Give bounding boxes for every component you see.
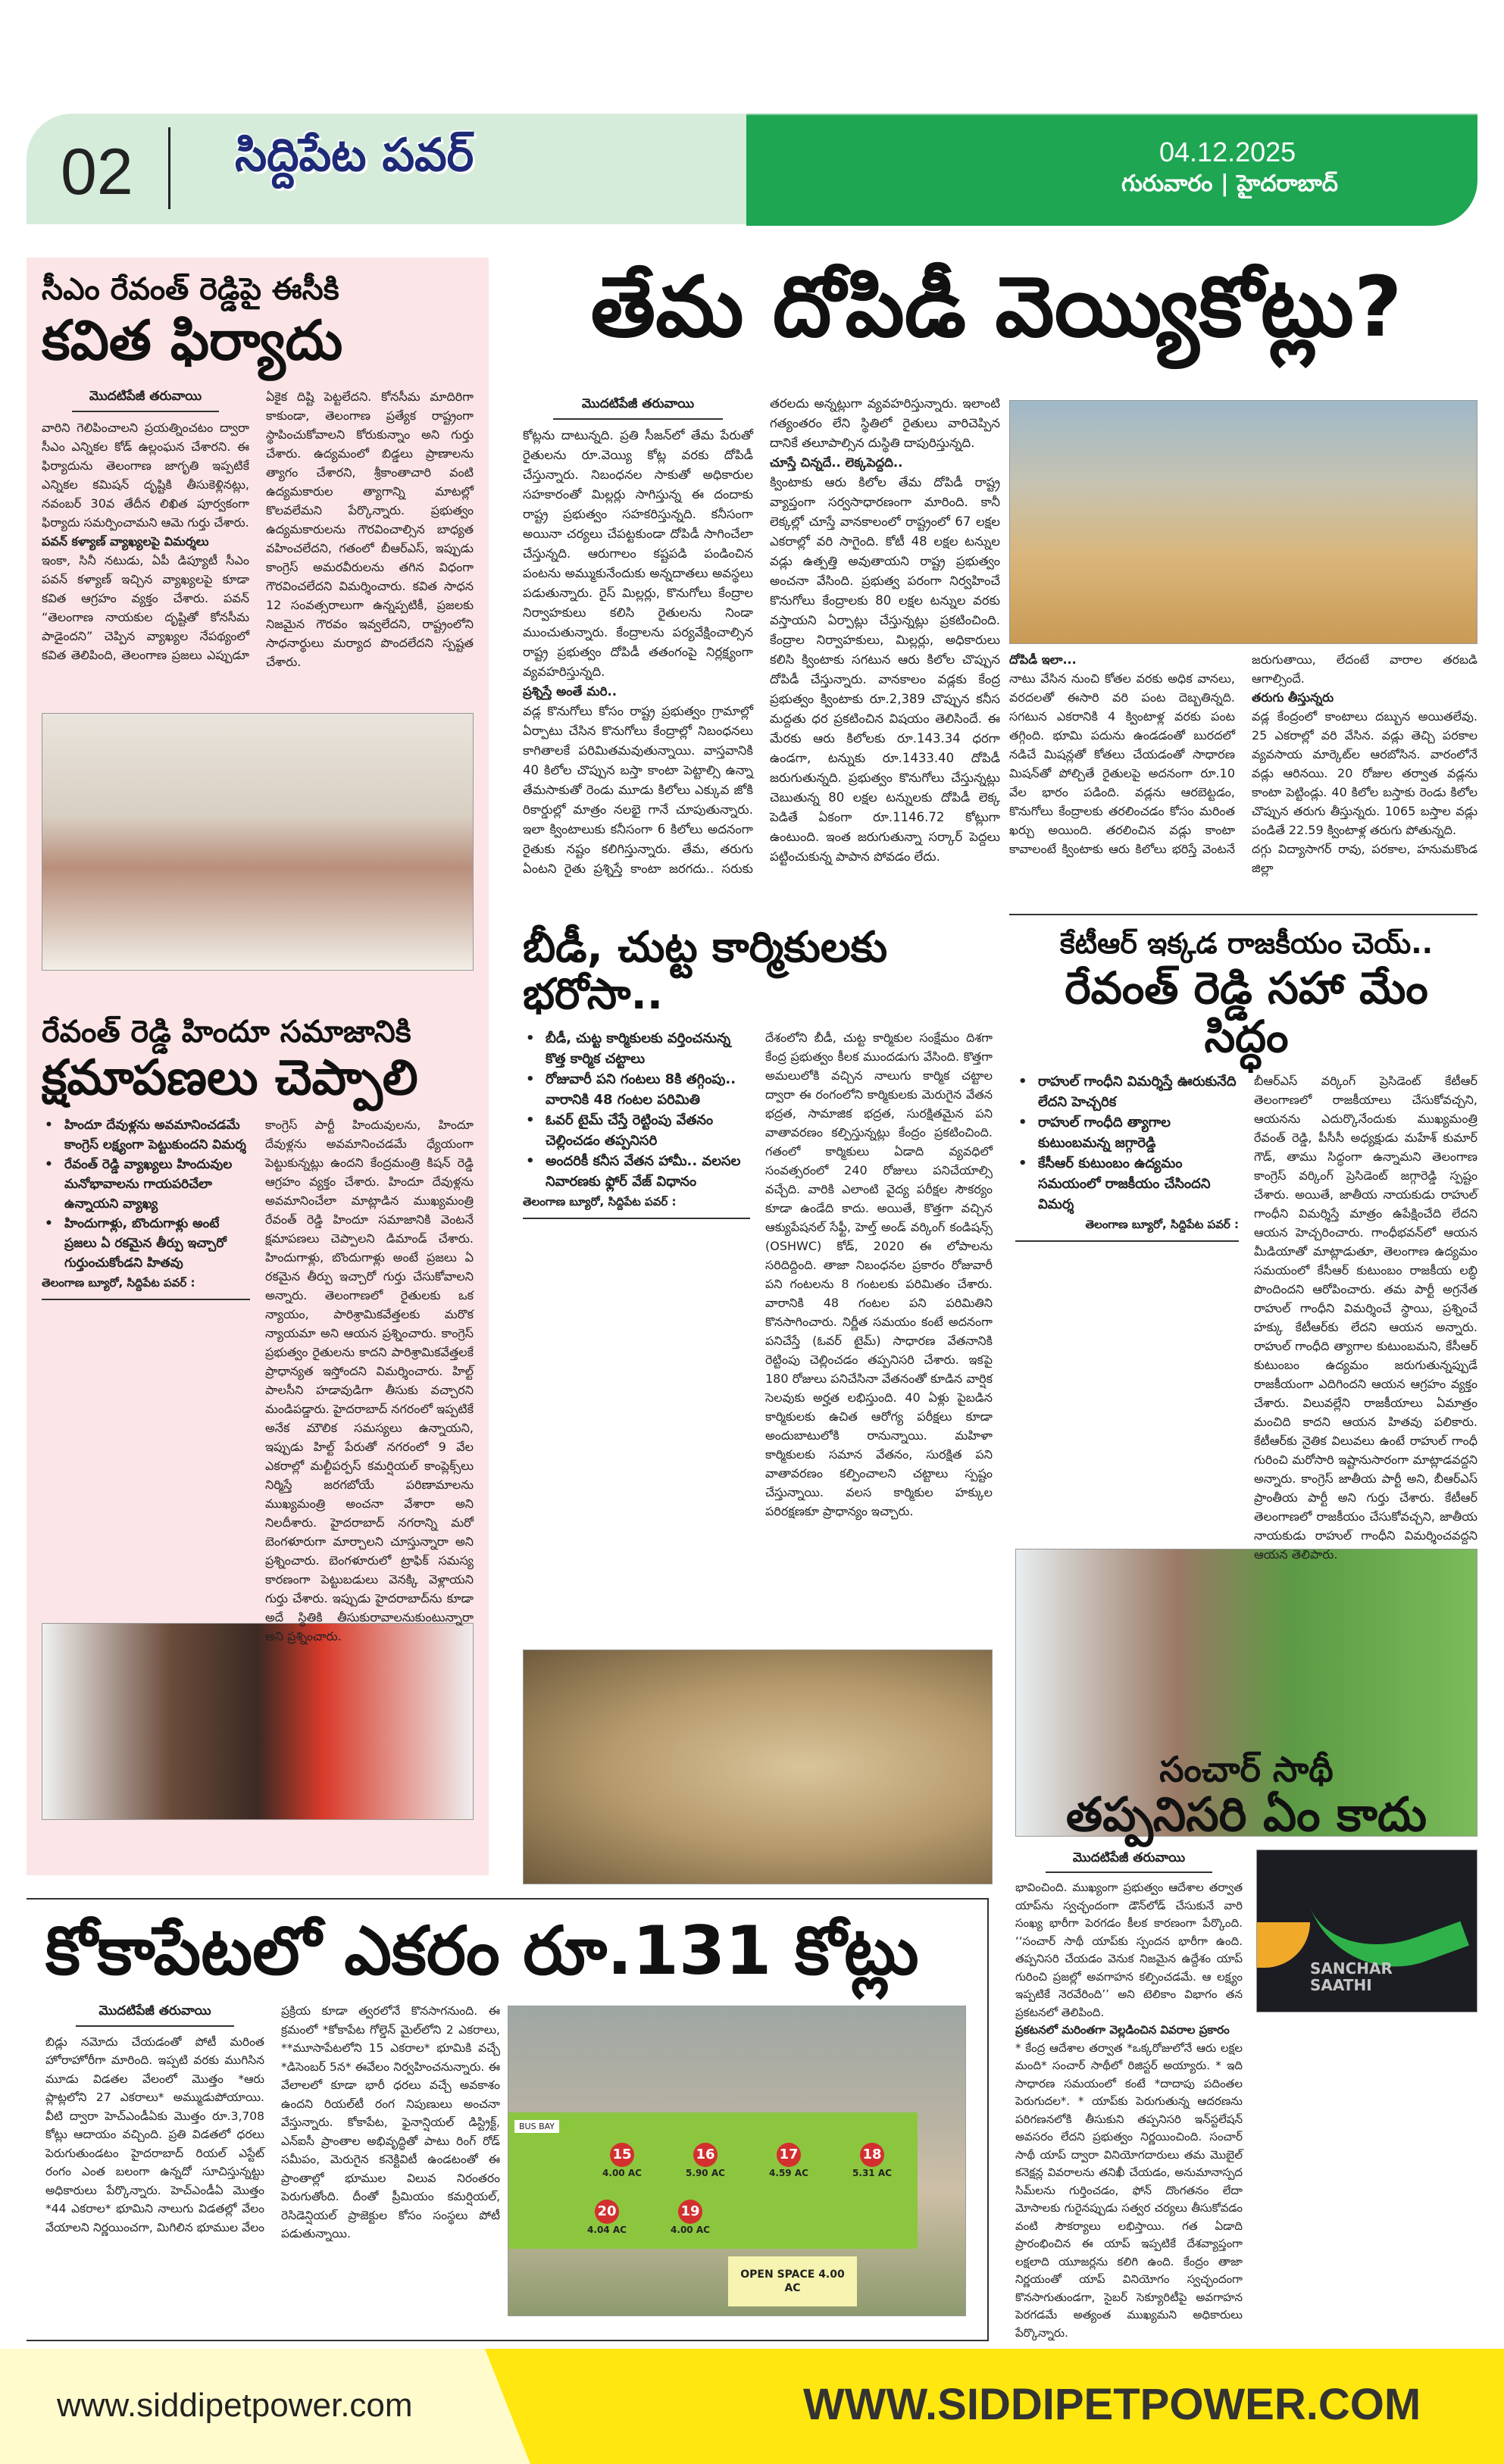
photo-kavitha-press-meet — [42, 713, 474, 971]
highlight-item: • రాహుల్ గాంధీని విమర్శిస్తే ఊరుకునేది లేదని హెచ్చరిక — [1015, 1071, 1239, 1112]
highlight-item: • హిందుగాళ్లు, బొందుగాళ్లు అంటే ప్రజలు ఏ రకమైన తీర్పు ఇచ్చారో గుర్తుంచుకోండని హితవు — [42, 1214, 250, 1273]
article-kicker: కేటీఆర్ ఇక్కడ రాజకీయం చెయ్.. — [1059, 927, 1434, 960]
photo-kishan-reddy — [42, 1623, 474, 1820]
subheading: చూస్తే చిన్నదే.. లెక్కపెద్దది.. — [770, 455, 903, 470]
plot-area-label: 4.00 AC — [671, 2225, 710, 2235]
plot-area-label: 4.00 AC — [602, 2168, 642, 2178]
article-sanchar-saathi — [1015, 1749, 1477, 2340]
highlight-item: • హిందూ దేవుళ్లను అవమానించడమే కాంగ్రెస్ లక్ష్యంగా పెట్టుకుందని విమర్శ — [42, 1115, 250, 1155]
highlight-item: • రాహుల్ గాంధీది త్యాగాల కుటుంబమన్న జగ్గారెడ్డి — [1015, 1112, 1239, 1153]
plot-marker-19 — [660, 2200, 721, 2236]
farmer-quote-attribution: దగ్గు విద్యాసాగర్ రావు, పరకాల, హనుమకొండ జిల్లా — [1252, 842, 1477, 875]
sanchar-saathi-logo-image — [1256, 1850, 1477, 2012]
article-body: బీఆర్ఎస్ వర్కింగ్ ప్రెసిడెంట్ కేటీఆర్ తెలంగాణలో రాజకీయాలు చేసుకోవచ్చని, ఆయనను ఎదుర్కొనేందుకు ముఖ్యమంత్రి రేవంత్ రెడ్డి, పీసీసీ అధ్యక్షుడు మహేశ్ కుమార్ గౌడ్, తాము సిద్ధంగా ఉన్నామని తెలంగాణ కాంగ్రెస్ వర్కింగ్ ప్రెసిడెంట్ జగ్గారెడ్డి స్పష్టం చేశారు. అయితే, జాతీయ నాయకుడు రాహుల్ గాంధీని విమర్శిస్తే మాత్రం ఉపేక్షించేది లేదని ఆయన హెచ్చరించారు. గాంధీభవన్‌లో ఆయన మీడియాతో మాట్లాడుతూ, తెలంగాణ ఉద్యమం సమయంలో కేసీఆర్ కుటుంబం రాజకీయ లబ్ధి పొందిందని ఆరోపించారు. తమ పార్టీ అగ్రనేత రాహుల్ గాంధీని విమర్శించే స్థాయి, ప్రశ్నించే హక్కు కేటీఆర్‌కు లేదని ఆయన అన్నారు. రాహుల్ గాంధీది త్యాగాల కుటుంబమని, కేసీఆర్ కుటుంబం ఉద్యమం జరుగుతున్నప్పుడే రాజకీయంగా ఎదిగిందని ఆయన ఆగ్రహం వ్యక్తం చేశారు. విలువల్లేని రాజకీయాలు ఏమాత్రం మంచిది కాదని ఆయన హితవు పలికారు. కేటీఆర్‌కు నైతిక విలువలు ఉంటే రాహుల్ గాంధీ గురించి మరోసారి ఇష్టానుసారంగా మాట్లాడవద్దని అన్నారు. కాంగ్రెస్ జాతీయ పార్టీ అని, బీఆర్ఎస్ ప్రాంతీయ పార్టీ అని గుర్తు చేశారు. కేటీఆర్ తెలంగాణలో రాజకీయం చేసుకోవచ్చని, జాతీయ నాయకుడు రాహుల్ గాంధీని విమర్శించవద్దని ఆయన తెలిపారు. — [1254, 1074, 1477, 1562]
highlight-list — [1015, 1071, 1239, 1215]
plot-marker-18 — [842, 2143, 902, 2179]
header-right-band — [746, 114, 1477, 226]
article-headline: రేవంత్ రెడ్డి సహా మేం సిద్ధం — [1065, 962, 1428, 1062]
open-space-label: OPEN SPACE 4.00 AC — [728, 2256, 857, 2306]
thema-body-continued — [1009, 650, 1477, 908]
photo-bidi-rolling — [523, 1649, 993, 1884]
subheading: పవన్ కళ్యాణ్ వ్యాఖ్యలపై విమర్శలు — [42, 534, 209, 549]
plot-number: 20 — [595, 2200, 619, 2224]
divider — [1009, 914, 1477, 915]
paragraph: వడ్ల కేంద్రంలో కాంటాలు దబ్బున అయితలేవు. 25 ఎకరాల్లో వరి వేసిన. వడ్లు తెచ్చి పరకాల వ్యవసాయ మార్కెట్‌ల ఆరబోసిన. వారంలోనే వడ్లు ఆరినయి. 20 రోజుల తర్వాత వడ్లను కాంటా పెట్టిండ్లు. 40 కిలోల బస్తాకు రెండు కిలోల చొప్పున తరుగు తీస్తున్నరు. 1065 బస్తాల వడ్లు పండితే 22.59 క్వింటాళ్ల తరుగు పోతున్నది. — [1252, 709, 1477, 837]
bus-bay-label: BUS BAY — [514, 2120, 559, 2133]
subheading: ప్రకటనలో మరింతగా వెల్లడించిన వివరాల ప్రకారం — [1015, 2023, 1230, 2037]
article-body — [1015, 1850, 1243, 2340]
plot-number: 16 — [693, 2143, 718, 2167]
highlight-item: • రోజువారీ పని గంటలు 8కి తగ్గింపు.. వారానికి 48 గంటల పరిమితి — [523, 1069, 750, 1110]
plot-area-label: 5.31 AC — [852, 2168, 892, 2178]
paragraph: * కేంద్ర ఆదేశాల తర్వాత *ఒక్కరోజులోనే ఆరు లక్షల మంది* సంచార్ సాథీలో రిజిస్టర్ అయ్యారు. * ఇది సాధారణ సమయంలో కంటే *దాదాపు పదింతల పెరుగుదల*. * యాప్‌కు పెరుగుతున్న ఆదరణను పరిగణనలోకి తీసుకుని తప్పనిసరి ఇన్‌స్టలేషన్ అవసరం లేదని ప్రభుత్వం నిర్ణయించింది. సంచార్ సాథీ యాప్ ద్వారా వినియోగదారులు తమ మొబైల్ కనెక్షన్ల వివరాలను తనిఖీ చేయడం, అనుమానాస్పద సిమ్‌లను గుర్తించడం, ఫోన్ దొంగతనం లేదా మోసాలకు గురైనప్పుడు సత్వర చర్యలు తీసుకోవడం వంటి సౌకర్యాలు లభిస్తాయి. గత ఏడాది ప్రారంభించిన ఈ యాప్ ఇప్పటికే దేశవ్యాప్తంగా లక్షలాది యూజర్లను కలిగి ఉంది. కేంద్రం తాజా నిర్ణయంతో యాప్ వినియోగం స్వచ్ఛందంగా కొనసాగుతుండగా, సైబర్ సెక్యూరిటీపై అవగాహన పెరగడమే అత్యంత ముఖ్యమని అధికారులు పేర్కొన్నారు. — [1015, 2040, 1243, 2340]
article-headline: కోకాపేటలో ఎకరం రూ.131 కోట్లు — [45, 1912, 919, 1990]
article-bidi-workers — [523, 924, 993, 1884]
issue-day-city: గురువారం | హైదరాబాద్ — [1121, 170, 1338, 197]
main-headline: తేమ దోపిడీ వెయ్యికోట్లు? — [590, 258, 1402, 355]
paragraph: కోట్లను దాటున్నది. ప్రతి సీజన్‌లో తేమ పేరుతో రైతులను రూ.వెయ్యి కోట్ల వరకు దోపిడీ చేస్తున్నారు. నిబంధనల సాకుతో అధికారుల సహకారంతో మిల్లర్లు సాగిస్తున్న ఈ దందాకు రాష్ట్ర ప్రభుత్వం సహకరిస్తున్నది. కనీసంగా అయినా చర్యలు చేపట్టకుండా దోపిడీ సాగించేలా చేస్తున్నది. ఆరుగాలం కష్టపడి పండించిన పంటను అమ్ముకునేందుకు అన్నదాతలు అవస్థలు పడుతున్నారు. రైస్ మిల్లర్లు, కొనుగోలు కేంద్రాల నిర్వాహకులు కలిసి రైతులను నిండా ముంచుతున్నారు. కేంద్రాలను పర్యవేక్షించాల్సిన రాష్ట్ర ప్రభుత్వం దోపిడీ తతంగంపై నిర్లక్ష్యంగా వ్యవహరిస్తున్నది. — [523, 428, 753, 679]
paragraph: బిడ్లు నమోదు చేయడంతో పోటీ మరింత హోరాహోరీగా మారింది. ఇప్పటి వరకు ముగిసిన మూడు విడతల వేలంలో మొత్తం *ఆరు ప్లాట్లలోని 27 ఎకరాలు* అమ్ముడుపోయాయి. వీటి ద్వారా హెచ్ఎండీఏకు మొత్తం రూ.3,708 కోట్లు ఆదాయం వచ్చింది. ప్రతి విడతలో ధరలు పెరుగుతుండటం హైదరాబాద్ రియల్ ఎస్టేట్ రంగం ఎంత బలంగా ఉన్నదో సూచిస్తున్నట్టు అధికారులు పేర్కొన్నారు. హెచ్ఎండీఏ మొత్తం *44 ఎకరాల* భూమిని నాలుగు విడతల్లో వేలం వేయాలని నిర్ణయించగా, మిగిలిన భూముల వేలం ప్రక్రియ కూడా త్వరలోనే కొనసాగనుంది. ఈ క్రమంలో *కోకాపేట గోల్డెన్ మైల్‌లోని 2 ఎకరాలు, **మూసాపేటలోని 15 ఎకరాల* భూమికి వచ్చే *డిసెంబర్ 5న* ఈవేలం నిర్వహించనున్నారు. ఈ వేలాలలో కూడా భారీ ధరలు వచ్చే అవకాశం ఉందని రియల్‌టీ రంగ నిపుణులు అంచనా వేస్తున్నారు. కోకాపేట, ఫైనాన్షియల్ డిస్ట్రిక్ట్, ఎన్ఐసీ ప్రాంతాల అభివృద్ధితో పాటు రింగ్ రోడ్ సమీపం, మెరుగైన కనెక్టివిటీ ఉండటంతో ఈ ప్రాంతాల్లో భూముల విలువ నిరంతరం పెరుగుతోంది. దీంతో ప్రీమియం కమర్షియల్, రెసిడెన్షియల్ ప్రాజెక్టుల కోసం సంస్థలు పోటీ పడుతున్నాయి. — [45, 2004, 500, 2240]
byline: తెలంగాణ బ్యూరో, సిద్దిపేట పవర్ : — [42, 1273, 250, 1300]
plot-area-label: 4.04 AC — [587, 2225, 627, 2235]
plot-number: 18 — [860, 2143, 884, 2167]
plot-marker-15 — [592, 2143, 652, 2179]
subheading: ప్రశ్నిస్తే అంతే మరి.. — [523, 684, 618, 699]
article-headline: క్షమాపణలు చెప్పాలి — [42, 1050, 418, 1106]
article-kicker: రేవంత్ రెడ్డి హిందూ సమాజానికి — [42, 1015, 411, 1049]
subheading: తరుగు తీస్తున్నరు — [1252, 690, 1334, 705]
article-kishan-reddy — [42, 1015, 474, 1820]
byline: తెలంగాణ బ్యూరో, సిద్దిపేట పవర్ : — [523, 1192, 750, 1219]
website-link[interactable]: www.siddipetpower.com — [57, 2387, 413, 2424]
article-body: కాంగ్రెస్ పార్టీ హిందువులను, హిందూ దేవుళ్లను అవమానించడమే ధ్యేయంగా పెట్టుకున్నట్లు ఉందని కేంద్రమంత్రి కిషన్ రెడ్డి ఆగ్రహం వ్యక్తం చేశారు. హిందూ దేవుళ్లను అవమానించేలా మాట్లాడిన ముఖ్యమంత్రి రేవంత్ రెడ్డి హిందూ సమాజానికి వెంటనే క్షమాపణలు చెప్పాలని డిమాండ్ చేశారు. హిందుగాళ్లు, బొందుగాళ్లు అంటే ప్రజలు ఏ రకమైన తీర్పు ఇచ్చారో గుర్తు చేసుకోవాలని అన్నారు. తెలంగాణలో రైతులకు ఒక న్యాయం, పారిశ్రామికవేత్తలకు మరొక న్యాయమా అని ఆయన ప్రశ్నించారు. కాంగ్రెస్ ప్రభుత్వం రైతులను కాదని పారిశ్రామికవేత్తలకే ప్రాధాన్యత ఇస్తోందని విమర్శించారు. హిల్ట్ పాలసీని హడావుడిగా తీసుకు వచ్చారని మండిపడ్డారు. హైదరాబాద్ నగరంలో ఇప్పటికే అనేక మౌలిక సమస్యలు ఉన్నాయని, ఇప్పుడు హిల్ట్ పేరుతో నగరంలో 9 వేల ఎకరాల్లో మల్టీపర్పస్ కమర్షియల్ కాంప్లెక్స్‌లు నిర్మిస్తే జరగబోయే పరిణామాలను ముఖ్యమంత్రి అంచనా వేశారా అని నిలదీశారు. హైదరాబాద్ నగరాన్ని మరో బెంగళూరుగా మార్చాలని చూస్తున్నారా అని ప్రశ్నించారు. బెంగళూరులో ట్రాఫిక్ సమస్య కారణంగా పెట్టుబడులు వెనక్కి వెళ్లాయని గుర్తు చేశారు. ఇప్పుడు హైదరాబాద్‌ను కూడా అదే స్థితికి తీసుకురావాలనుకుంటున్నారా అని ప్రశ్నించారు. — [265, 1118, 474, 1644]
article-kokapet — [27, 1898, 989, 2341]
article-body — [42, 387, 474, 705]
article-kicker: సీఎం రేవంత్ రెడ్డిపై ఈసీకి — [42, 272, 339, 307]
article-kicker: సంచార్ సాథీ — [1159, 1749, 1334, 1790]
highlight-item: • అందరికీ కనీస వేతన హామీ.. వలసల నివారణకు ఫ్లోర్ వేజ్ విధానం — [523, 1151, 750, 1192]
page-number: 02 — [61, 136, 133, 208]
highlight-item: • బీడీ, చుట్ట కార్మికులకు వర్తించనున్న కొత్త కార్మిక చట్టాలు — [523, 1028, 750, 1069]
highlight-item: • కేసీఆర్ కుటుంబం ఉద్యమం సమయంలో రాజకీయం చేసిందని విమర్శ — [1015, 1153, 1239, 1215]
plot-marker-20 — [577, 2200, 637, 2236]
plot-number: 19 — [678, 2200, 702, 2224]
article-headline: బీడీ, చుట్ట కార్మికులకు భరోసా.. — [523, 923, 888, 1019]
plot-area-label: 4.59 AC — [769, 2168, 808, 2178]
paragraph: క్వింటాకు ఆరు కిలోల తేమ దోపిడీ రాష్ట్ర వ్యాప్తంగా సర్వసాధారణంగా మారింది. కానీ లెక్కల్లో చూస్తే వానకాలంలో రాష్ట్రంలో 67 లక్షల ఎకరాల్లో వరి సాగైంది. కోటీ 48 లక్షల టన్నుల వడ్లు ఉత్పత్తి అవుతాయని రాష్ట్ర ప్రభుత్వం అంచనా వేసింది. ప్రభుత్వ పరంగా నిర్వహించే కొనుగోలు కేంద్రాలకు 80 లక్షల టన్నుల వరకు వస్తాయని ఏర్పాట్లు చేస్తున్నట్లు ప్రకటించింది. కేంద్రాల నిర్వాహకులు, మిల్లర్లు, అధికారులు కలిసి క్వింటాకు సగటున ఆరు కిలోల చొప్పున దోపిడీ చేస్తున్నారు. వానకాలం వడ్లకు కేంద్ర ప్రభుత్వం క్వింటాకు రూ.2,389 చొప్పున కనీస మద్దతు ధర ప్రకటించిన విషయం తెలిసిందే. ఈ మేరకు ఆరు కిలోలకు రూ.143.34 ధరగా ఉండగా, టన్నుకు రూ.1433.40 దోపిడీ జరుగుతున్నది. ప్రభుత్వం కొనుగోలు చేస్తున్నట్లు చెబుతున్న 80 లక్షల టన్నులకు దోపిడీ లెక్క పెడితే ఏకంగా రూ.1146.72 కోట్లుగా ఉంటుంది. ఇంత జరుగుతున్నా సర్కార్ పెద్దలు పట్టించుకున్న పాపాన పోవడం లేదు. — [770, 475, 1000, 864]
subheading: దోపిడీ ఇలా... — [1009, 652, 1077, 667]
logo-text: SANCHAR SAATHI — [1310, 1959, 1393, 1994]
plot-area-label: 5.90 AC — [686, 2168, 725, 2178]
article-ktr-jaggareddy — [1015, 928, 1477, 1837]
article-body — [45, 2002, 500, 2328]
article-kavitha — [42, 273, 474, 971]
highlight-item: • రేవంత్ రెడ్డి వ్యాఖ్యలు హిందువుల మనోభావాలను గాయపరిచేలా ఉన్నాయని వ్యాఖ్య — [42, 1155, 250, 1214]
divider — [168, 127, 170, 209]
logo-yellow-figure — [1257, 1922, 1310, 1968]
photo-paddy-drying — [1009, 400, 1477, 644]
website-link-large[interactable]: WWW.SIDDIPETPOWER.COM — [803, 2380, 1421, 2429]
article-body: దేశంలోని బీడీ, చుట్ట కార్మికుల సంక్షేమం దిశగా కేంద్ర ప్రభుత్వం కీలక ముందడుగు వేసింది. కొత్తగా అమలులోకి వచ్చిన నాలుగు కార్మిక చట్టాల ద్వారా ఈ రంగంలోని కార్మికులకు మెరుగైన వేతన భద్రత, సామాజిక భద్రత, సురక్షితమైన పని వాతావరణం కల్పిస్తున్నట్లు కేంద్రం ప్రకటించింది. గతంలో కార్మికులు ఏడాది వ్యవధిలో సంవత్సరంలో 240 రోజులు పనిచేయాల్సి వచ్చేది. వారికి ఎలాంటి వైద్య పరీక్షల సౌకర్యం కూడా ఉండేది కాదు. అయితే, కొత్తగా వచ్చిన ఆక్యుపేషనల్ సేఫ్టీ, హెల్త్ అండ్ వర్కింగ్ కండిషన్స్ (OSHWC) కోడ్, 2020 ఈ లోపాలను సరిదిద్దింది. తాజా నిబంధనల ప్రకారం రోజువారీ పని గంటలను 8 గంటలకు పరిమితం చేశారు. వారానికి 48 గంటల పని పరిమితిని కొనసాగించారు. నిర్ణీత సమయం కంటే అదనంగా పనిచేస్తే (ఓవర్ టైమ్) సాధారణ వేతనానికి రెట్టింపు చెల్లించడం తప్పనిసరి చేశారు. ఇకపై 180 రోజులు పనిచేసినా వేతనంతో కూడిన వార్షిక సెలవుకు అర్హత లభిస్తుంది. 40 ఏళ్లు పైబడిన కార్మికులకు ఉచిత ఆరోగ్య పరీక్షలు కూడా అందుబాటులోకి రానున్నాయి. మహిళా కార్మికులకు సమాన వేతనం, సురక్షిత పని వాతావరణం కల్పించాలని చట్టాలు స్పష్టం చేస్తున్నాయి. వలస కార్మికుల హక్కుల పరిరక్షణకూ ప్రాధాన్యం ఇచ్చారు. — [765, 1030, 993, 1519]
continued-label: మొదటిపేజీ తరువాయి — [72, 387, 219, 412]
highlight-list — [42, 1115, 250, 1273]
plot-number: 17 — [777, 2143, 801, 2167]
plot-marker-16 — [675, 2143, 736, 2179]
paragraph: వారిని గెలిపించాలని ప్రయత్నించటం ద్వారా సీఎం ఎన్నికల కోడ్ ఉల్లంఘన చేశారని. ఈ ఫిర్యాదును తెలంగాణ జాగృతి ఇప్పటికే ఎన్నికల కమిషన్ దృష్టికి తీసుకెళ్లినట్లు, నవంబర్ 30వ తేదీన లిఖిత పూర్వకంగా ఫిర్యాదు సమర్పించామని ఆమె గుర్తు చేశారు. — [42, 421, 249, 530]
paragraph: నాటు వేసిన నుంచి కోతల వరకు అధిక వానలు, వరదలతో ఈసారి వరి పంట దెబ్బతిన్నది. సగటున ఎకరానికి 4 క్వింటాళ్ల వరకు పంట తగ్గింది. భూమి పదును ఉండడంతో బురదలో నడిచే మిషన్లతో కోతలు చేయడంతో సాధారణ మిషన్‌తో పోల్చితే రైతులపై అదనంగా రూ.10 వేల భారం పడింది. వడ్లను ఆరబెట్టడం, కొనుగోలు కేంద్రాలకు తరలించడం కోసం మరింత ఖర్చు అయింది. తరలించిన వడ్లు కాంటా కావాలంటే క్వింటాకు ఆరు కిలోలు భరిస్తే వెంటనే జరుగుతాయి, లేదంటే వారాల తరబడి ఆగాల్సిందే. — [1009, 652, 1477, 856]
byline: తెలంగాణ బ్యూరో, సిద్దిపేట పవర్ : — [1015, 1215, 1239, 1242]
masthead-logo: సిద్దిపేట పవర్ — [235, 129, 474, 182]
continued-label: మొదటిపేజీ తరువాయి — [76, 2002, 234, 2027]
highlight-list — [523, 1028, 750, 1192]
thema-body — [523, 394, 1000, 917]
paragraph: భావించింది. ముఖ్యంగా ప్రభుత్వం ఆదేశాల తర్వాత యాప్‌ను స్వచ్ఛందంగా డౌన్‌లోడ్ చేసుకునే వారి సంఖ్య భారీగా పెరగడం కీలక కారణంగా పేర్కొంది. ‘‘సంచార్ సాథీ యాప్‌కు స్పందన భారీగా ఉంది. తప్పనిసరి చేయడం వెనుక నిజమైన ఉద్దేశం యాప్ గురించి ప్రజల్లో అవగాహన కల్పించడమే. ఆ లక్ష్యం ఇప్పటికే నెరవేరింది’’ అని టెలికాం విభాగం తన ప్రకటనలో తెలిపింది. — [1015, 1881, 1243, 2019]
plot-number: 15 — [610, 2143, 634, 2167]
plot-marker-17 — [758, 2143, 819, 2179]
article-headline: కవిత ఫిర్యాదు — [42, 308, 343, 372]
paragraph: ఇంకా, సినీ నటుడు, ఏపీ డిప్యూటీ సీఎం పవన్ కళ్యాణ్ ఇచ్చిన వ్యాఖ్యలపై కూడా కవిత ఆగ్రహం వ్యక్తం చేశారు. పవన్ “తెలంగాణ నాయకుల దృష్టితో కోనసీమ పాడైందని” చెప్పిన వ్యాఖ్యల నేపథ్యంలో కవిత తెలిపింది, తెలంగాణ ప్రజలు ఎప్పుడూ ఏకైక దిష్టి పెట్టలేదని. కోనసీమ మాదిరిగా కాకుండా, తెలంగాణ ప్రత్యేక రాష్ట్రంగా స్థాపించుకోవాలని కోరుకున్నాం అని గుర్తు చేశారు. ఉద్యమంలో బిడ్డలు ప్రాణాలను త్యాగం చేశారని, శ్రీకాంతాచారి వంటి ఉద్యమకారుల త్యాగాన్ని మాటల్లో కొలవలేమని పేర్కొన్నారు. ప్రభుత్వం ఉద్యమకారులను గౌరవించాల్సిన బాధ్యత వహించలేదని, గతంలో బీఆర్ఎస్, ఇప్పుడు కాంగ్రెస్ అమరవీరులను తగిన విధంగా గౌరవించలేదని విమర్శించారు. కవిత సాధన 12 సంవత్సరాలుగా ఉన్నప్పటికీ, ప్రజలకు నిజమైన గౌరవం ఇవ్వలేదని, రాష్ట్రంలోని సాధనార్థులు మర్యాద పొందలేదని స్పష్టత చేశారు. — [42, 389, 474, 670]
continued-label: మొదటిపేజీ తరువాయి — [1046, 1850, 1212, 1874]
continued-label: మొదటిపేజీ తరువాయి — [553, 394, 723, 420]
issue-date: 04.12.2025 — [1159, 136, 1296, 167]
article-headline: తప్పనిసరి ఏం కాదు — [1065, 1786, 1427, 1842]
article-thema-dopidi — [515, 258, 1477, 355]
highlight-item: • ఓవర్ టైమ్ చేస్తే రెట్టింపు వేతనం చెల్లించడం తప్పనిసరి — [523, 1110, 750, 1151]
paragraph: వడ్ల కొనుగోలు కోసం రాష్ట్ర ప్రభుత్వం గ్రామాల్లో ఏర్పాటు చేసిన కొనుగోలు కేంద్రాల్లో నిబంధనలు కాగితాలకే పరిమితమవుతున్నాయి. వాస్తవానికి 40 కిలోల చొప్పున బస్తా కాంటా పెట్టాల్సి ఉన్నా తేమసాకుతో రెండు మూడు కిలోలు ఎక్కువ జోకి రికార్డుల్లో మాత్రం నలభై గానే చూపుతున్నారు. ఇలా క్వింటాలుకు కనీసంగా 6 కిలోలు అదనంగా రైతుకు నష్టం కలిగిస్తున్నారు. తేమ, తరుగు ఏంటని రైతు ప్రశ్నిస్తే కాంటా జరగదు.. సరుకు తరలదు అన్నట్లుగా వ్యవహరిస్తున్నారు. ఇలాంటి గత్యంతరం లేని స్థితిలో రైతులు వారిచెప్పిన దానికే తలూపాల్సిన దుస్థితి దాపురిస్తున్నది. — [523, 396, 1000, 876]
photo-kokapet-plots-aerial — [508, 2006, 966, 2316]
